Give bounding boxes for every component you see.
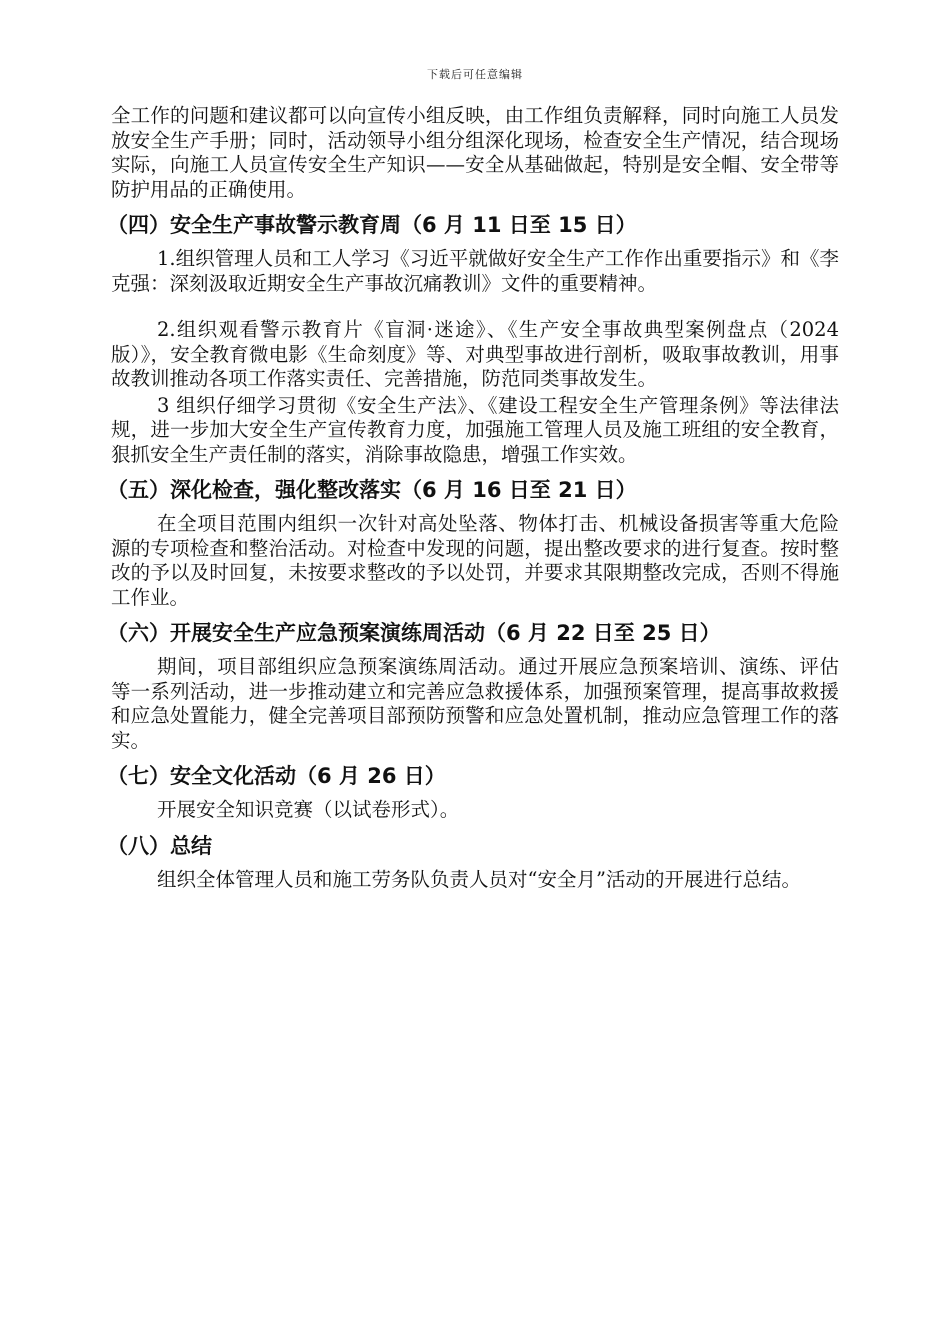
section-7-heading: （七）安全文化活动（6 月 26 日） bbox=[107, 764, 446, 788]
section-6-paragraph-1: 期间，项目部组织应急预案演练周活动。通过开展应急预案培训、演练、评估等一系列活动，进一步推动建立和完善应急救援体系，加强预案管理，提高事故救援和应急处置能力，健全完善项目部预防预警和应急处置机制，推动应急管理工作的落实。 bbox=[111, 655, 839, 752]
section-4-paragraph-1: 1.组织管理人员和工人学习《习近平就做好安全生产工作作出重要指示》和《李克强：深刻汲取近期安全生产事故沉痛教训》文件的重要精神。 bbox=[111, 247, 839, 295]
section-4-paragraph-2: 2.组织观看警示教育片《盲洞·迷途》、《生产安全事故典型案例盘点（2024 版）》，安全教育微电影《生命刻度》等、对典型事故进行剖析，吸取事故教训，用事故教训推动各项工作落实责任、完善措施，防范同类事故发生。 bbox=[111, 318, 839, 390]
document-body bbox=[107, 104, 839, 892]
page-header: 下载后可任意编辑 bbox=[427, 68, 523, 81]
section-4-heading: （四）安全生产事故警示教育周（6 月 11 日至 15 日） bbox=[107, 213, 637, 237]
section-8-paragraph-1: 组织全体管理人员和施工劳务队负责人员对“安全月”活动的开展进行总结。 bbox=[157, 867, 801, 891]
section-6-heading: （六）开展安全生产应急预案演练周活动（6 月 22 日至 25 日） bbox=[107, 621, 721, 645]
section-4-paragraph-3: 3 组织仔细学习贯彻《安全生产法》、《建设工程安全生产管理条例》等法律法规，进一步加大安全生产宣传教育力度，加强施工管理人员及施工班组的安全教育，狠抓安全生产责任制的落实，消除事故隐患，增强工作实效。 bbox=[111, 393, 839, 466]
section-5-paragraph-1: 在全项目范围内组织一次针对高处坠落、物体打击、机械设备损害等重大危险源的专项检查和整治活动。对检查中发现的问题，提出整改要求的进行复查。按时整改的予以及时回复，未按要求整改的予以处罚，并要求其限期整改完成，否则不得施工作业。 bbox=[111, 512, 839, 609]
section-8-heading: （八）总结 bbox=[107, 833, 212, 858]
section-7-paragraph-1: 开展安全知识竞赛（以试卷形式）。 bbox=[157, 798, 460, 821]
intro-paragraph: 全工作的问题和建议都可以向宣传小组反映，由工作组负责解释，同时向施工人员发放安全生产手册；同时，活动领导小组分组深化现场，检查安全生产情况，结合现场实际，向施工人员宣传安全生产知识——安全从基础做起，特别是安全帽、安全带等防护用品的正确使用。 bbox=[111, 104, 839, 201]
section-5-heading: （五）深化检查，强化整改落实（6 月 16 日至 21 日） bbox=[107, 478, 637, 502]
